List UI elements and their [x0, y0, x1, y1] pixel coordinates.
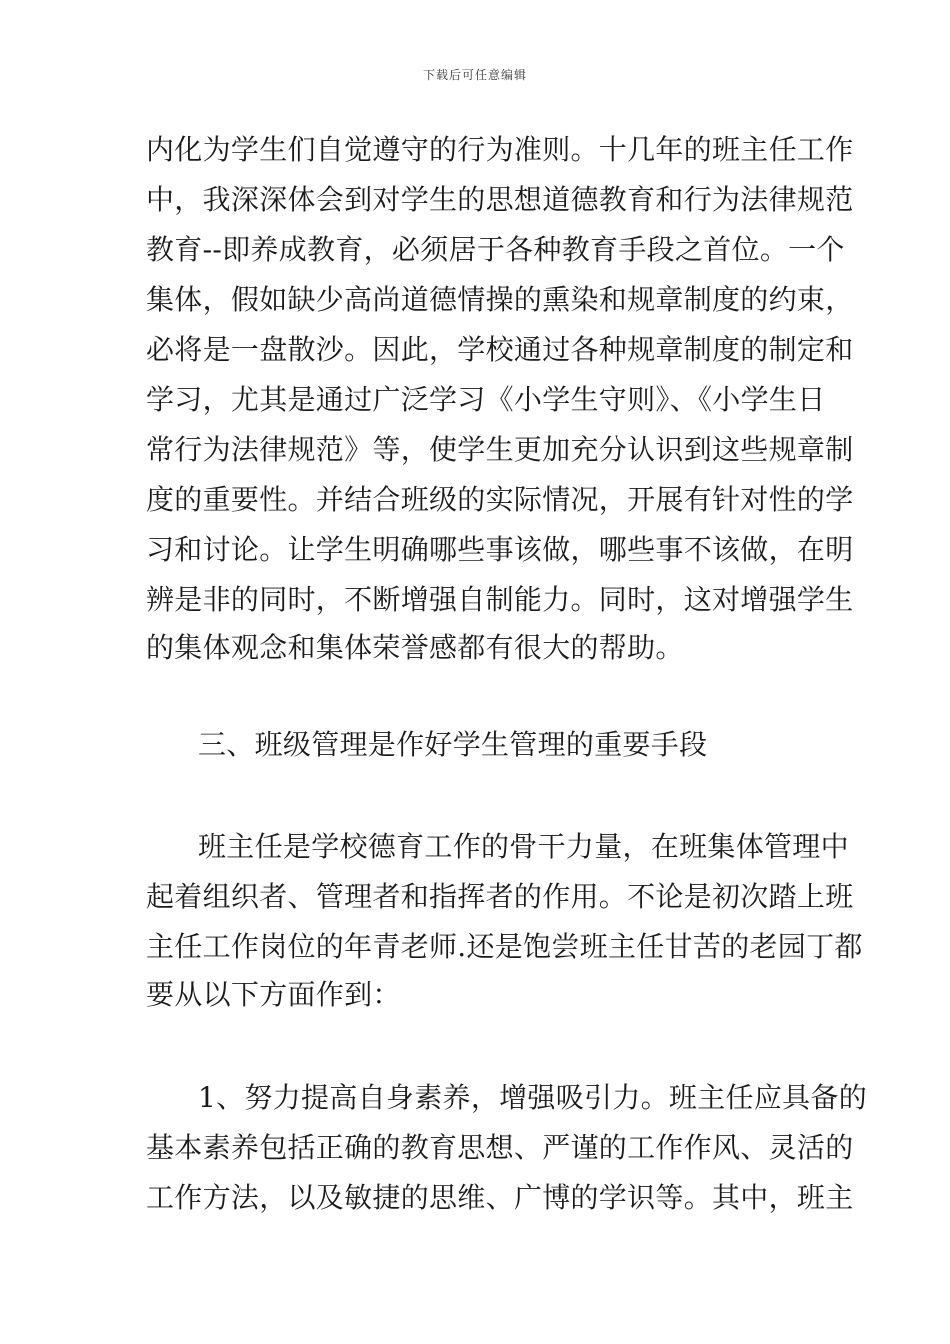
paragraph-3-line: 1、努力提高自身素养，增强吸引力。班主任应具备的	[198, 1081, 868, 1114]
paragraph-2-line: 班主任是学校德育工作的骨干力量，在班集体管理中	[198, 830, 849, 863]
paragraph-1-line: 必将是一盘散沙。因此，学校通过各种规章制度的制定和	[146, 333, 854, 366]
section-heading: 三、班级管理是作好学生管理的重要手段	[198, 728, 708, 761]
paragraph-3-line: 基本素养包括正确的教育思想、严谨的工作作风、灵活的	[146, 1131, 854, 1164]
paragraph-1-line: 的集体观念和集体荣誉感都有很大的帮助。	[146, 631, 684, 664]
header-note: 下载后可任意编辑	[422, 68, 527, 82]
paragraph-1-line: 习和讨论。让学生明确哪些事该做，哪些事不该做，在明	[146, 533, 854, 566]
paragraph-1-line: 教育--即养成教育，必须居于各种教育手段之首位。一个	[146, 233, 845, 266]
paragraph-1-line: 学习，尤其是通过广泛学习《小学生守则》、《小学生日	[146, 383, 826, 416]
paragraph-1-line: 内化为学生们自觉遵守的行为准则。十几年的班主任工作	[146, 133, 854, 166]
paragraph-1-line: 辨是非的同时，不断增强自制能力。同时，这对增强学生	[146, 583, 854, 616]
paragraph-1-line: 常行为法律规范》等，使学生更加充分认识到这些规章制	[146, 433, 854, 466]
paragraph-1-line: 集体，假如缺少高尚道德情操的熏染和规章制度的约束，	[146, 283, 854, 316]
paragraph-3-line: 工作方法，以及敏捷的思维、广博的学识等。其中，班主	[146, 1181, 854, 1214]
paragraph-2-line: 要从以下方面作到：	[146, 978, 401, 1011]
paragraph-2-line: 主任工作岗位的年青老师.还是饱尝班主任甘苦的老园丁都	[146, 930, 863, 963]
paragraph-1-line: 度的重要性。并结合班级的实际情况，开展有针对性的学	[146, 483, 854, 516]
paragraph-1-line: 中，我深深体会到对学生的思想道德教育和行为法律规范	[146, 183, 854, 216]
paragraph-2-line: 起着组织者、管理者和指挥者的作用。不论是初次踏上班	[146, 880, 854, 913]
